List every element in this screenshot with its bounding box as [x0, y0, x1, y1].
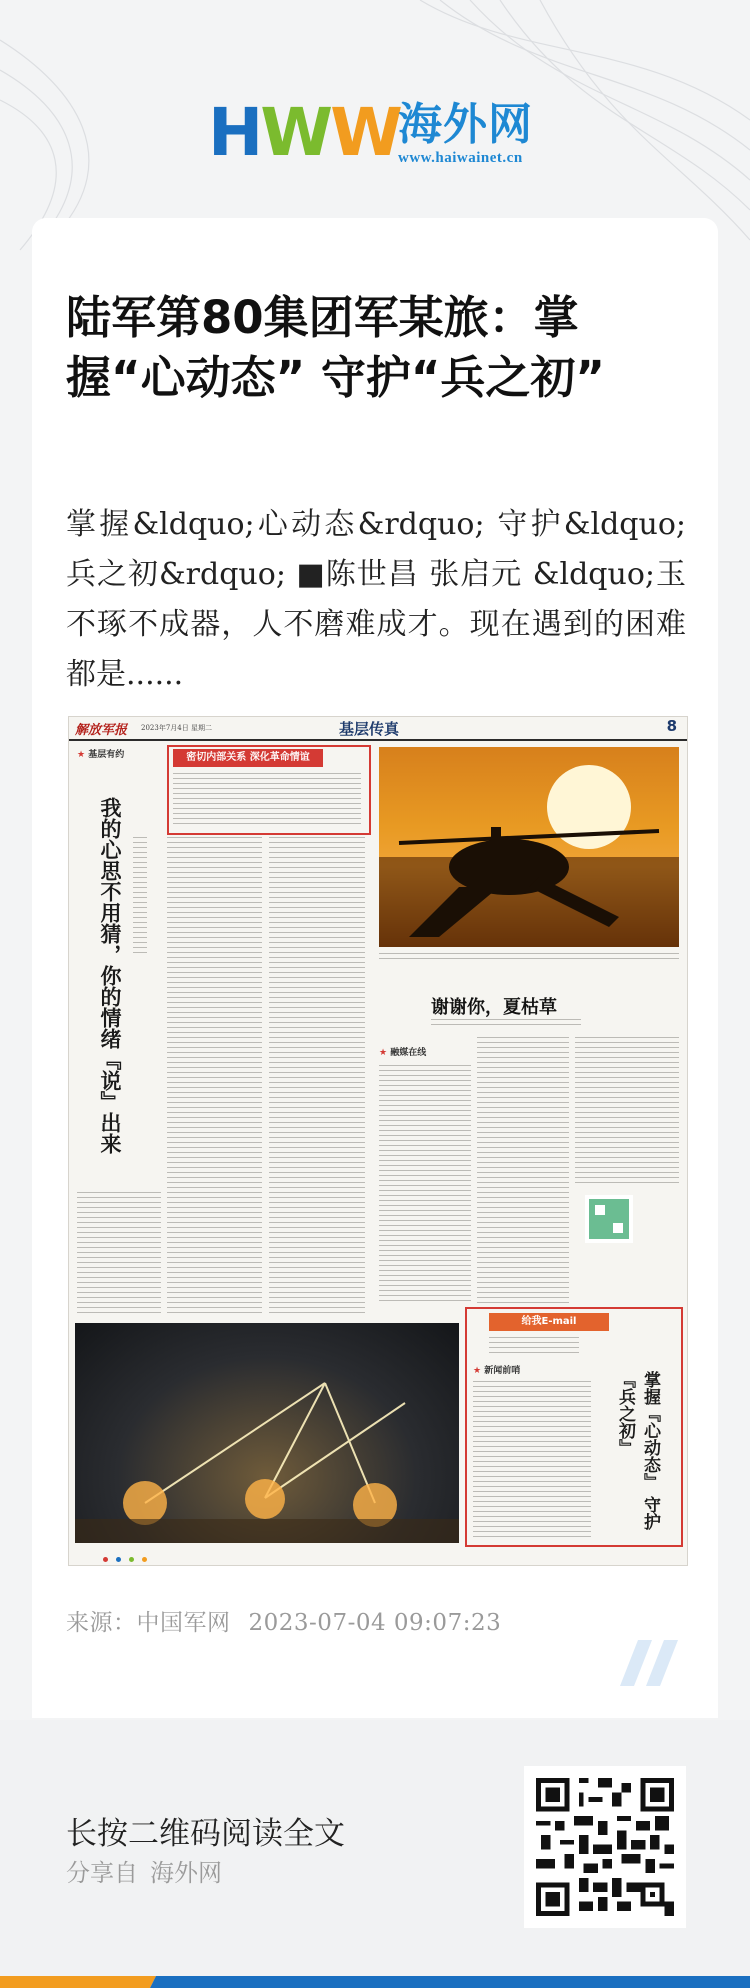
- newspaper-date: 2023年7月4日 星期二: [141, 724, 212, 732]
- text-column-d: [379, 1065, 471, 1305]
- newspaper-qr-icon: [585, 1195, 633, 1243]
- star-icon: ★: [77, 750, 86, 760]
- headline-2-byline: [431, 1019, 581, 1025]
- star-icon: ★: [379, 1048, 388, 1058]
- byline-lines: [133, 837, 147, 957]
- read-full-prompt: 长按二维码阅读全文: [66, 1816, 345, 1852]
- newspaper-header: [69, 717, 687, 741]
- pager-dots: [103, 1547, 147, 1566]
- column-label-3: ★ 新闻前哨: [473, 1366, 521, 1376]
- article-title: 陆军第80集团军某旅：掌握“心动态” 守护“兵之初”: [66, 291, 605, 404]
- photo-caption-line: [379, 953, 679, 963]
- text-column-a: [167, 837, 262, 1317]
- banner-2: 给我E-mail: [489, 1313, 609, 1331]
- text-column-g: [473, 1381, 591, 1537]
- intro-text-lines: [173, 773, 361, 827]
- haiwainet-logo[interactable]: [208, 94, 548, 171]
- article-source: [66, 1604, 519, 1637]
- helicopter-silhouette: [379, 747, 679, 947]
- qr-code[interactable]: [524, 1766, 686, 1928]
- headline-1: 我的心思不用猜，你的情绪『说』出来: [98, 797, 122, 1154]
- logo-latin: HWW: [208, 94, 400, 171]
- headline-3: 掌握『心动态』 守护『兵之初』: [615, 1371, 660, 1530]
- text-column-c: [77, 1192, 161, 1317]
- publish-time: 2023-07-04 09:07:23: [248, 1610, 502, 1636]
- newspaper-masthead: 解放军报: [75, 723, 128, 738]
- headline-2: 谢谢你，夏枯草: [431, 997, 557, 1018]
- helicopter-sunset-photo: [379, 747, 679, 947]
- star-icon: ★: [473, 1366, 482, 1376]
- banner-1: 密切内部关系 深化革命情谊: [173, 749, 323, 767]
- text-column-b: [269, 837, 365, 1317]
- share-from: 分享自 海外网: [66, 1859, 222, 1887]
- column-label-2: ★ 融媒在线: [379, 1048, 427, 1058]
- text-column-e: [477, 1037, 569, 1305]
- article-summary: 掌握&ldquo;心动态&rdquo; 守护&ldquo;兵之初&rdquo; ■陈世昌 张启元 &ldquo;玉不琢不成器，人不磨难成才。现在遇到的困难都是......: [66, 507, 686, 692]
- night-firing-photo: [75, 1323, 459, 1543]
- newspaper-section: 基层传真: [339, 720, 400, 738]
- qr-code-image: [536, 1778, 674, 1916]
- decorative-slash-icon: [620, 1640, 684, 1686]
- logo-url: www.haiwainet.cn: [398, 150, 523, 166]
- newspaper-page-image[interactable]: [68, 716, 688, 1566]
- source-label: 来源：中国军网: [66, 1610, 231, 1636]
- text-column-f: [575, 1037, 679, 1187]
- bottom-accent-bar: [0, 1976, 750, 1988]
- column-label-1: ★ 基层有约: [77, 750, 125, 760]
- newspaper-page-number: 8: [666, 717, 677, 735]
- logo-chinese-name: 海外网: [398, 99, 533, 150]
- firing-lights: [75, 1323, 459, 1543]
- email-subtitle: [489, 1337, 579, 1353]
